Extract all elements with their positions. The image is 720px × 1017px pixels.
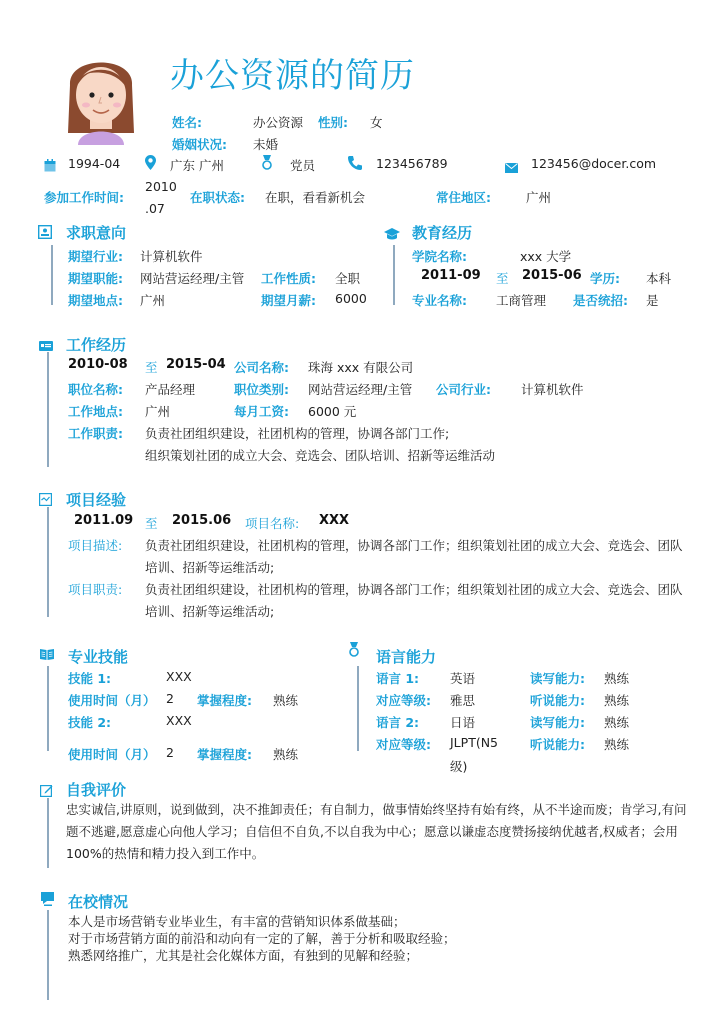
expected-place-value: 广州 [140,293,166,308]
medal-icon [262,155,272,174]
skills-rule [47,666,49,751]
work-rule [47,352,49,467]
expected-function-label: 期望职能: [68,271,123,286]
campus-line3: 熟悉网络推广，尤其是社会化媒体方面，有独到的见解和经验； [68,948,419,963]
work-end-date: 2015-04 [166,357,226,372]
category-value: 网站营运经理/主管 [308,382,413,397]
project-desc-label: 项目描述: [68,538,123,553]
work-duty-line2: 组织策划社团的成立大会、竞选会、团队培训、招新等运维活动 [145,448,496,463]
graduation-cap-icon [384,225,400,244]
residence-label: 常住地区: [436,190,491,205]
campus-line1: 本人是市场营销专业毕业生，有丰富的营销知识体系做基础； [68,914,406,929]
marital-label: 婚姻状况: [172,137,227,152]
gender-label: 性别: [318,115,348,130]
skill-1-value: XXX [166,669,192,684]
skill-2-value: XXX [166,713,192,728]
lang-1-value: 英语 [450,671,476,686]
work-place-value: 广州 [145,404,171,419]
expected-industry-label: 期望行业: [68,249,123,264]
school-value: xxx 大学 [520,249,572,264]
lang-1-level-value: 雅思 [450,693,476,708]
email-value: 123456@docer.com [531,156,657,171]
job-nature-label: 工作性质: [261,271,316,286]
lang-2-ls-value: 熟练 [604,737,630,752]
self-eval-line3: 100%的热情和精力投入到工作中。 [66,846,265,861]
expected-industry-value: 计算机软件 [140,249,203,264]
work-duty-line1: 负责社团组织建设，社团机构的管理，协调各部门工作; [145,426,450,441]
languages-title: 语言能力 [376,648,437,666]
work-duty-label: 工作职责: [68,426,123,441]
resume-title: 办公资源的简历 [170,56,415,96]
work-title: 工作经历 [66,336,127,354]
education-title: 教育经历 [412,224,473,242]
degree-label: 学历: [590,271,620,286]
calendar-icon [44,157,56,176]
project-desc-line1: 负责社团组织建设，社团机构的管理，协调各部门工作；组织策划社团的成立大会、竞选会、团队 [145,538,683,553]
lang-1-rw-label: 读写能力: [530,671,585,686]
avatar-illustration-icon [60,45,142,145]
expected-place-label: 期望地点: [68,293,123,308]
name-label: 姓名: [172,115,202,130]
phone-icon [348,155,362,174]
project-duty-label: 项目职责: [68,582,123,597]
skill-2-label: 技能 2: [68,715,112,730]
expected-function-value: 网站营运经理/主管 [140,271,245,286]
campus-title: 在校情况 [68,893,129,911]
lang-1-level-label: 对应等级: [376,693,431,708]
briefcase-icon [39,336,53,355]
lang-1-rw-value: 熟练 [604,671,630,686]
location-value: 广东 广州 [170,158,224,173]
skill-2-level-value: 熟练 [273,747,299,762]
edu-end-date: 2015-06 [522,268,582,283]
self-eval-line1: 忠实诚信,讲原则，说到做到，决不推卸责任；有自制力，做事情始终坚持有始有终，从不半途而废；肯学习,有问 [66,802,687,817]
gender-value: 女 [370,115,383,130]
skill-2-level-label: 掌握程度: [197,747,252,762]
lang-2-level-label: 对应等级: [376,737,431,752]
degree-value: 本科 [646,271,672,286]
unified-value: 是 [646,293,659,308]
project-name-value: XXX [319,513,350,528]
medal-icon [349,642,359,661]
id-card-icon [38,224,52,243]
skill-1-time-label: 使用时间（月） [68,693,156,708]
work-to-label: 至 [145,360,158,375]
email-icon [505,158,518,177]
location-pin-icon [145,155,156,174]
company-industry-value: 计算机软件 [521,382,584,397]
work-place-label: 工作地点: [68,404,123,419]
skill-1-time-value: 2 [166,691,174,706]
lang-2-level-value-line1: JLPT(N5 [450,735,499,750]
school-label: 学院名称: [412,249,467,264]
skill-2-time-label: 使用时间（月） [68,747,156,762]
unified-label: 是否统招: [573,293,628,308]
self-eval-title: 自我评价 [66,781,127,799]
lang-2-level-value-line2: 级) [450,759,468,774]
lang-1-label: 语言 1: [376,671,420,686]
work-start-label: 参加工作时间: [44,190,124,205]
chart-line-icon [39,491,52,510]
monthly-salary-value: 6000 元 [308,404,357,419]
speech-bubble-icon [41,891,54,910]
job-status-value: 在职，看看新机会 [265,190,366,205]
birth-value: 1994-04 [68,156,121,171]
edu-start-date: 2011-09 [421,268,481,283]
job-intention-rule [51,245,53,305]
marital-value: 未婚 [253,137,279,152]
project-end-date: 2015.06 [172,513,232,528]
project-start-date: 2011.09 [74,513,134,528]
edu-to-label: 至 [496,271,509,286]
monthly-salary-label: 每月工资: [234,404,289,419]
project-duty-line2: 培训、招新等运维活动; [145,604,275,619]
expected-salary-value: 6000 [335,291,367,306]
project-name-label: 项目名称: [245,516,300,531]
project-to-label: 至 [145,516,158,531]
lang-2-rw-value: 熟练 [604,715,630,730]
lang-1-ls-value: 熟练 [604,693,630,708]
work-start-value-line1: 2010 [145,179,177,194]
project-rule [47,507,49,617]
project-duty-line1: 负责社团组织建设，社团机构的管理，协调各部门工作；组织策划社团的成立大会、竞选会、团队 [145,582,683,597]
avatar [60,45,142,145]
phone-value: 123456789 [376,156,448,171]
languages-rule [357,666,359,751]
campus-line2: 对于市场营销方面的前沿和动向有一定的了解，善于分析和吸取经验； [68,931,456,946]
project-desc-line2: 培训、招新等运维活动; [145,560,275,575]
skills-title: 专业技能 [68,648,129,666]
residence-value: 广州 [526,190,552,205]
position-value: 产品经理 [145,382,196,397]
campus-rule [47,910,49,1000]
lang-1-ls-label: 听说能力: [530,693,585,708]
lang-2-value: 日语 [450,715,476,730]
lang-2-label: 语言 2: [376,715,420,730]
company-industry-label: 公司行业: [436,382,491,397]
self-eval-rule [47,798,49,868]
name-value: 办公资源 [253,115,304,130]
project-title: 项目经验 [66,491,127,509]
education-rule [393,245,395,305]
skill-1-level-label: 掌握程度: [197,693,252,708]
skill-2-time-value: 2 [166,745,174,760]
lang-2-rw-label: 读写能力: [530,715,585,730]
skill-1-label: 技能 1: [68,671,112,686]
major-value: 工商管理 [496,293,547,308]
job-status-label: 在职状态: [190,190,245,205]
self-eval-line2: 题不逃避,愿意虚心向他人学习；自信但不自负,不以自我为中心；愿意以谦虚态度赞扬接纳优越者,权威者；会用 [66,824,678,839]
company-label: 公司名称: [234,360,289,375]
job-nature-value: 全职 [335,271,361,286]
political-value: 党员 [290,158,316,173]
work-start-value-line2: .07 [145,201,165,216]
book-icon [40,645,54,664]
job-intention-title: 求职意向 [66,224,127,242]
company-value: 珠海 xxx 有限公司 [308,360,414,375]
lang-2-ls-label: 听说能力: [530,737,585,752]
category-label: 职位类别: [234,382,289,397]
major-label: 专业名称: [412,293,467,308]
work-start-date: 2010-08 [68,357,128,372]
expected-salary-label: 期望月薪: [261,293,316,308]
position-label: 职位名称: [68,382,123,397]
skill-1-level-value: 熟练 [273,693,299,708]
